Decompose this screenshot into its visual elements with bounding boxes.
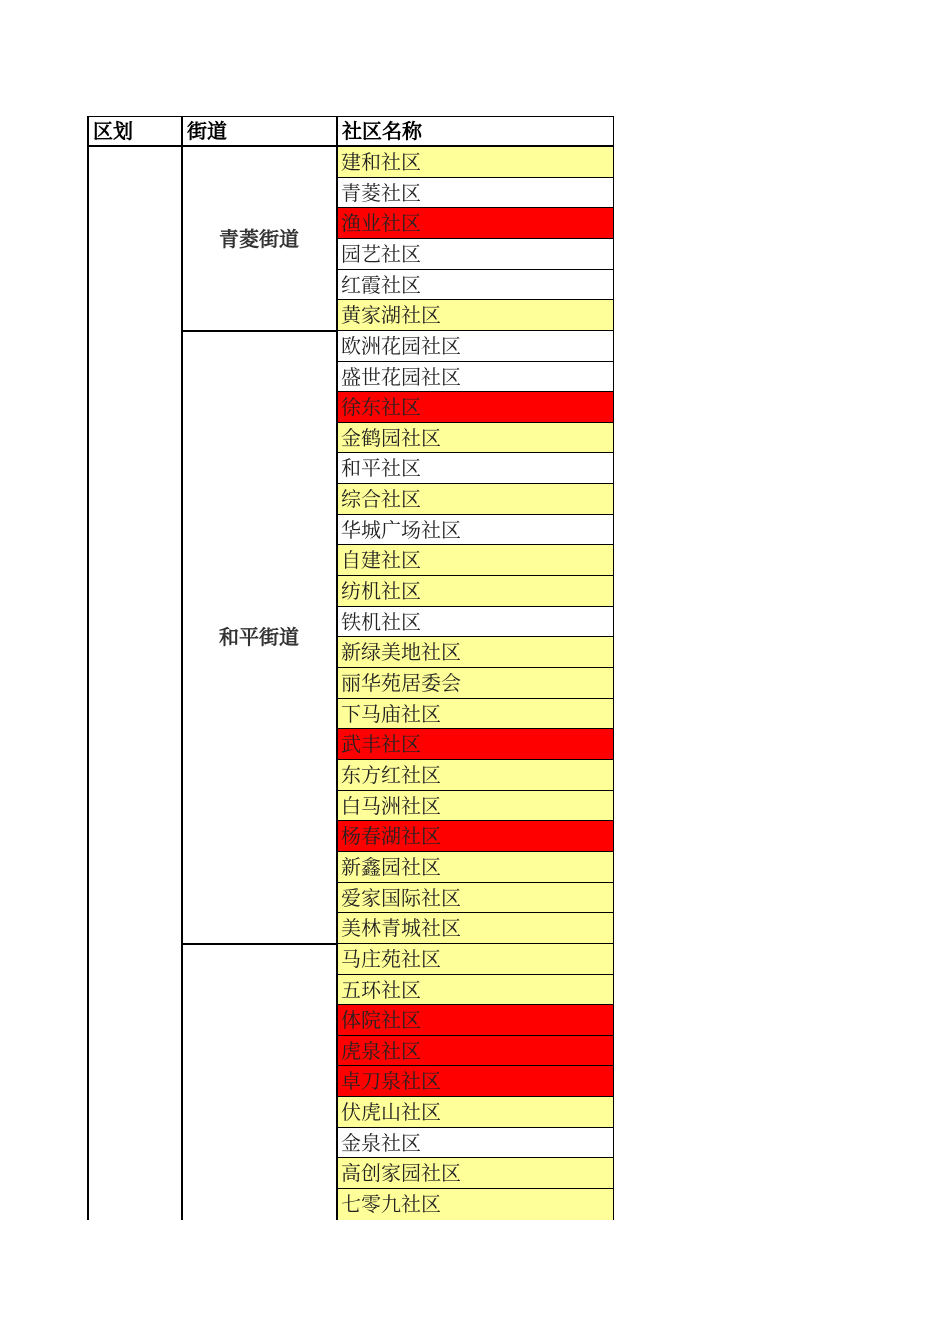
street-name: 和平街道 xyxy=(219,625,299,649)
community-row: 红霞社区 xyxy=(337,270,613,300)
row-divider xyxy=(336,1157,614,1158)
community-row: 园艺社区 xyxy=(337,239,613,270)
street-group-border xyxy=(181,330,336,332)
row-divider xyxy=(336,452,614,453)
row-divider xyxy=(336,882,614,883)
community-row: 高创家园社区 xyxy=(337,1158,613,1189)
community-row: 武丰社区 xyxy=(337,729,613,760)
community-row: 伏虎山社区 xyxy=(337,1097,613,1128)
row-divider xyxy=(336,544,614,545)
row-divider xyxy=(336,943,614,944)
row-divider xyxy=(336,483,614,484)
header-district: 区划 xyxy=(93,119,133,143)
header-top-border xyxy=(87,116,614,117)
row-divider xyxy=(336,1065,614,1066)
header-bottom-border xyxy=(87,145,614,147)
row-divider xyxy=(336,1188,614,1189)
community-row: 金泉社区 xyxy=(337,1128,613,1158)
community-row: 杨春湖社区 xyxy=(337,821,613,852)
community-left-border xyxy=(336,116,338,1220)
community-right-border xyxy=(613,116,614,1220)
row-divider xyxy=(336,1096,614,1097)
community-row: 东方红社区 xyxy=(337,760,613,791)
community-row: 七零九社区 xyxy=(337,1189,613,1220)
community-row: 盛世花园社区 xyxy=(337,362,613,392)
community-row: 综合社区 xyxy=(337,484,613,515)
row-divider xyxy=(336,299,614,300)
row-divider xyxy=(336,575,614,576)
street-name: 青菱街道 xyxy=(219,227,299,251)
row-divider xyxy=(336,606,614,607)
community-row: 马庄苑社区 xyxy=(337,944,613,975)
row-divider xyxy=(336,177,614,178)
row-divider xyxy=(336,330,614,331)
community-row: 体院社区 xyxy=(337,1005,613,1036)
header-street: 街道 xyxy=(187,119,227,143)
community-row: 美林青城社区 xyxy=(337,913,613,944)
community-row: 下马庙社区 xyxy=(337,699,613,729)
community-row: 欧洲花园社区 xyxy=(337,331,613,362)
row-divider xyxy=(336,759,614,760)
community-row: 金鹤园社区 xyxy=(337,423,613,453)
row-divider xyxy=(336,1004,614,1005)
community-row: 渔业社区 xyxy=(337,208,613,239)
community-row: 新绿美地社区 xyxy=(337,637,613,668)
row-divider xyxy=(336,514,614,515)
row-divider xyxy=(336,207,614,208)
street-left-border xyxy=(181,116,183,1220)
community-row: 铁机社区 xyxy=(337,607,613,637)
row-divider xyxy=(336,851,614,852)
community-row: 青菱社区 xyxy=(337,178,613,208)
community-row: 白马洲社区 xyxy=(337,791,613,821)
community-row: 卓刀泉社区 xyxy=(337,1066,613,1097)
community-row: 建和社区 xyxy=(337,147,613,178)
row-divider xyxy=(336,1127,614,1128)
row-divider xyxy=(336,636,614,637)
row-divider xyxy=(336,422,614,423)
community-row: 黄家湖社区 xyxy=(337,300,613,331)
community-row: 徐东社区 xyxy=(337,392,613,423)
community-row: 虎泉社区 xyxy=(337,1036,613,1066)
row-divider xyxy=(336,391,614,392)
community-row: 自建社区 xyxy=(337,545,613,576)
community-row: 纺机社区 xyxy=(337,576,613,607)
street-group-border xyxy=(181,943,336,945)
row-divider xyxy=(336,790,614,791)
row-divider xyxy=(336,698,614,699)
row-divider xyxy=(336,728,614,729)
row-divider xyxy=(336,667,614,668)
row-divider xyxy=(336,1035,614,1036)
row-divider xyxy=(336,269,614,270)
community-row: 新鑫园社区 xyxy=(337,852,613,883)
community-row: 和平社区 xyxy=(337,453,613,484)
community-row: 五环社区 xyxy=(337,975,613,1005)
row-divider xyxy=(336,820,614,821)
community-row: 爱家国际社区 xyxy=(337,883,613,913)
header-community: 社区名称 xyxy=(342,119,422,143)
row-divider xyxy=(336,912,614,913)
row-divider xyxy=(336,238,614,239)
community-row: 华城广场社区 xyxy=(337,515,613,545)
row-divider xyxy=(336,974,614,975)
community-row: 丽华苑居委会 xyxy=(337,668,613,699)
district-left-border xyxy=(87,116,89,1220)
row-divider xyxy=(336,361,614,362)
